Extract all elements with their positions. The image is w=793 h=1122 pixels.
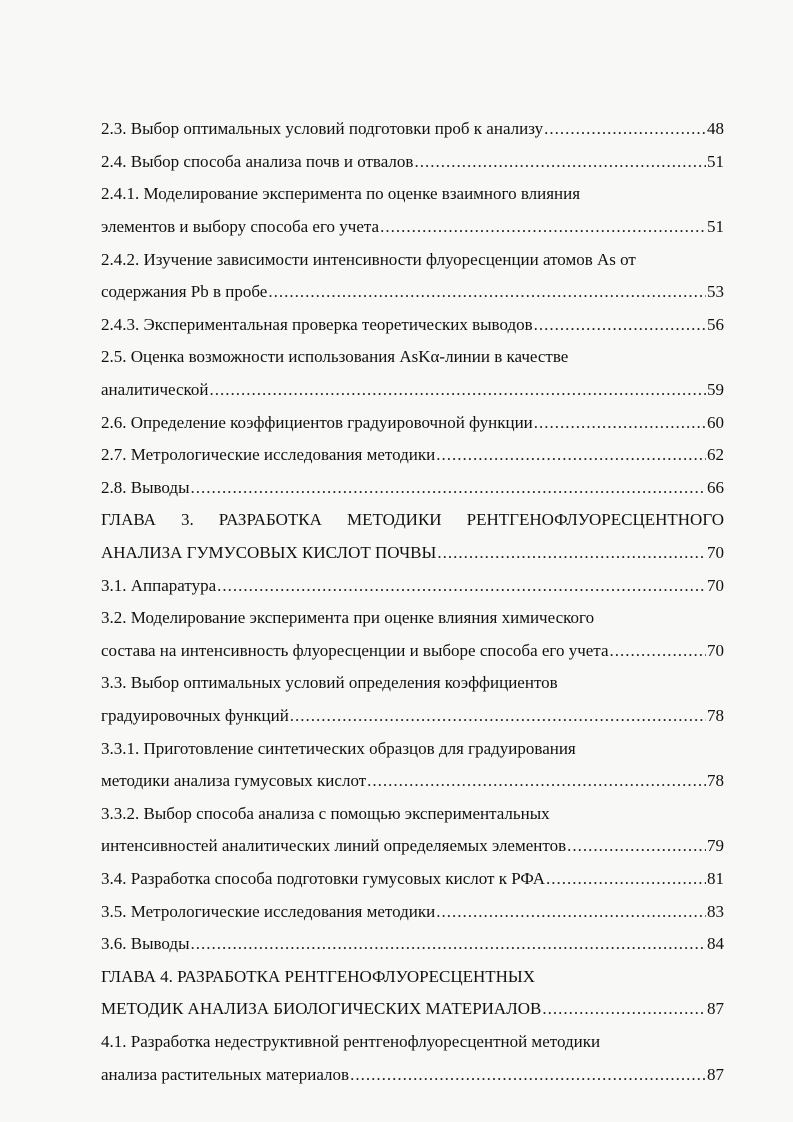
toc-entry-page: 83: [707, 901, 724, 921]
toc-entry-title-cont: элементов и выбору способа его учета: [101, 217, 380, 237]
toc-entry-title: 3.1. Аппаратура: [101, 575, 217, 595]
toc-entry-page: 66: [707, 477, 724, 497]
dot-leader: [350, 1065, 706, 1085]
dot-leader: [290, 706, 706, 726]
toc-entry-line1: [101, 732, 724, 765]
dot-leader: [534, 315, 706, 335]
toc-chapter-title: ГЛАВА 3. РАЗРАБОТКА МЕТОДИКИ РЕНТГЕНОФЛУОРЕСЦЕНТНОГО: [101, 510, 724, 530]
toc-entry-page: 70: [707, 575, 724, 595]
toc-entry-title: 2.4.3. Экспериментальная проверка теоретических выводов: [101, 314, 533, 334]
toc-entry-page: 87: [707, 999, 724, 1019]
toc-entry-title: 3.3.1. Приготовление синтетических образцов для градуирования: [101, 738, 576, 758]
toc-entry-title-cont: анализа растительных материалов: [101, 1064, 350, 1084]
toc-entry-title: 2.6. Определение коэффициентов градуировочной функции: [101, 412, 533, 432]
toc-entry-page: 60: [707, 412, 724, 432]
toc-entry-page: 81: [707, 868, 724, 888]
toc-entry-page: 78: [707, 771, 724, 791]
toc-entry-title-cont: градуировочных функций: [101, 705, 289, 725]
toc-entry-title-cont: методики анализа гумусовых кислот: [101, 771, 367, 791]
table-of-contents: [101, 113, 724, 1091]
toc-entry-page: 84: [707, 934, 724, 954]
toc-entry: [101, 472, 724, 505]
dot-leader: [191, 934, 706, 954]
dot-leader: [414, 152, 706, 172]
toc-entry-title: 2.7. Метрологические исследования методики: [101, 445, 436, 465]
toc-entry-title: 2.3. Выбор оптимальных условий подготовки проб к анализу: [101, 119, 544, 139]
dot-leader: [544, 119, 706, 139]
toc-entry-title: 3.2. Моделирование эксперимента при оценке влияния химического: [101, 608, 595, 628]
dot-leader: [567, 836, 706, 856]
toc-chapter-title: ГЛАВА 4. РАЗРАБОТКА РЕНТГЕНОФЛУОРЕСЦЕНТНЫХ: [101, 966, 536, 986]
toc-chapter-title-cont: МЕТОДИК АНАЛИЗА БИОЛОГИЧЕСКИХ МАТЕРИАЛОВ: [101, 999, 542, 1019]
toc-entry: [101, 439, 724, 472]
toc-entry-title-cont: интенсивностей аналитических линий определяемых элементов: [101, 836, 567, 856]
toc-entry: [101, 406, 724, 439]
toc-entry-title: 3.3.2. Выбор способа анализа с помощью экспериментальных: [101, 803, 550, 823]
toc-entry: [101, 113, 724, 146]
dot-leader: [437, 543, 706, 563]
toc-entry-line1: [101, 1026, 724, 1059]
toc-entry: [101, 863, 724, 896]
toc-entry-line1: [101, 602, 724, 635]
toc-entry-title: 2.4.1. Моделирование эксперимента по оценке взаимного влияния: [101, 184, 581, 204]
toc-chapter-line1: [101, 960, 724, 993]
dot-leader: [268, 282, 706, 302]
toc-entry-line2: [101, 1058, 724, 1091]
toc-entry-line1: [101, 243, 724, 276]
toc-entry-page: 70: [707, 640, 724, 660]
dot-leader: [217, 576, 706, 596]
toc-entry-title: 2.4.2. Изучение зависимости интенсивности флуоресценции атомов As от: [101, 249, 636, 269]
toc-entry-page: 56: [707, 314, 724, 334]
toc-entry-line2: [101, 211, 724, 244]
toc-chapter-title-cont: АНАЛИЗА ГУМУСОВЫХ КИСЛОТ ПОЧВЫ: [101, 543, 437, 563]
dot-leader: [610, 641, 707, 661]
toc-entry-line1: [101, 341, 724, 374]
toc-entry-line2: [101, 765, 724, 798]
dot-leader: [546, 869, 706, 889]
toc-chapter-line2: [101, 537, 724, 570]
toc-entry: [101, 309, 724, 342]
toc-entry-line1: [101, 797, 724, 830]
toc-entry-line2: [101, 700, 724, 733]
dot-leader: [436, 445, 706, 465]
toc-entry-page: 51: [707, 217, 724, 237]
toc-entry-page: 62: [707, 445, 724, 465]
dot-leader: [367, 771, 706, 791]
toc-entry-title: 3.4. Разработка способа подготовки гумусовых кислот к РФА: [101, 868, 546, 888]
toc-entry-line2: [101, 276, 724, 309]
toc-entry-title-cont: аналитической: [101, 380, 209, 400]
toc-entry-line1: [101, 178, 724, 211]
toc-entry-title: 4.1. Разработка недеструктивной рентгенофлуоресцентной методики: [101, 1031, 601, 1051]
toc-entry: [101, 146, 724, 179]
toc-entry-page: 48: [707, 119, 724, 139]
toc-entry-title: 2.8. Выводы: [101, 477, 190, 497]
dot-leader: [380, 217, 706, 237]
toc-entry: [101, 928, 724, 961]
toc-entry-page: 51: [707, 151, 724, 171]
toc-entry-title-cont: состава на интенсивность флуоресценции и выборе способа его учета: [101, 640, 609, 660]
toc-entry-title: 3.3. Выбор оптимальных условий определения коэффициентов: [101, 673, 558, 693]
dot-leader: [191, 478, 706, 498]
dot-leader: [534, 413, 706, 433]
toc-entry-line1: [101, 667, 724, 700]
toc-entry-page: 79: [707, 836, 724, 856]
toc-entry-line2: [101, 635, 724, 668]
toc-entry-page: 87: [707, 1064, 724, 1084]
toc-entry-title-cont: содержания Pb в пробе: [101, 282, 268, 302]
toc-chapter-line2: [101, 993, 724, 1026]
toc-entry: [101, 569, 724, 602]
toc-entry-page: 53: [707, 282, 724, 302]
toc-entry-title: 3.5. Метрологические исследования методики: [101, 901, 436, 921]
toc-entry-line2: [101, 374, 724, 407]
dot-leader: [210, 380, 706, 400]
toc-entry: [101, 895, 724, 928]
toc-entry-page: 78: [707, 705, 724, 725]
toc-chapter-line1: [101, 504, 724, 537]
dot-leader: [542, 999, 706, 1019]
toc-entry-line2: [101, 830, 724, 863]
dot-leader: [436, 902, 706, 922]
toc-entry-page: 70: [707, 543, 724, 563]
toc-entry-page: 59: [707, 380, 724, 400]
toc-entry-title: 2.4. Выбор способа анализа почв и отвалов: [101, 151, 414, 171]
toc-entry-title: 2.5. Оценка возможности использования AsKα-линии в качестве: [101, 347, 569, 367]
toc-entry-title: 3.6. Выводы: [101, 934, 190, 954]
